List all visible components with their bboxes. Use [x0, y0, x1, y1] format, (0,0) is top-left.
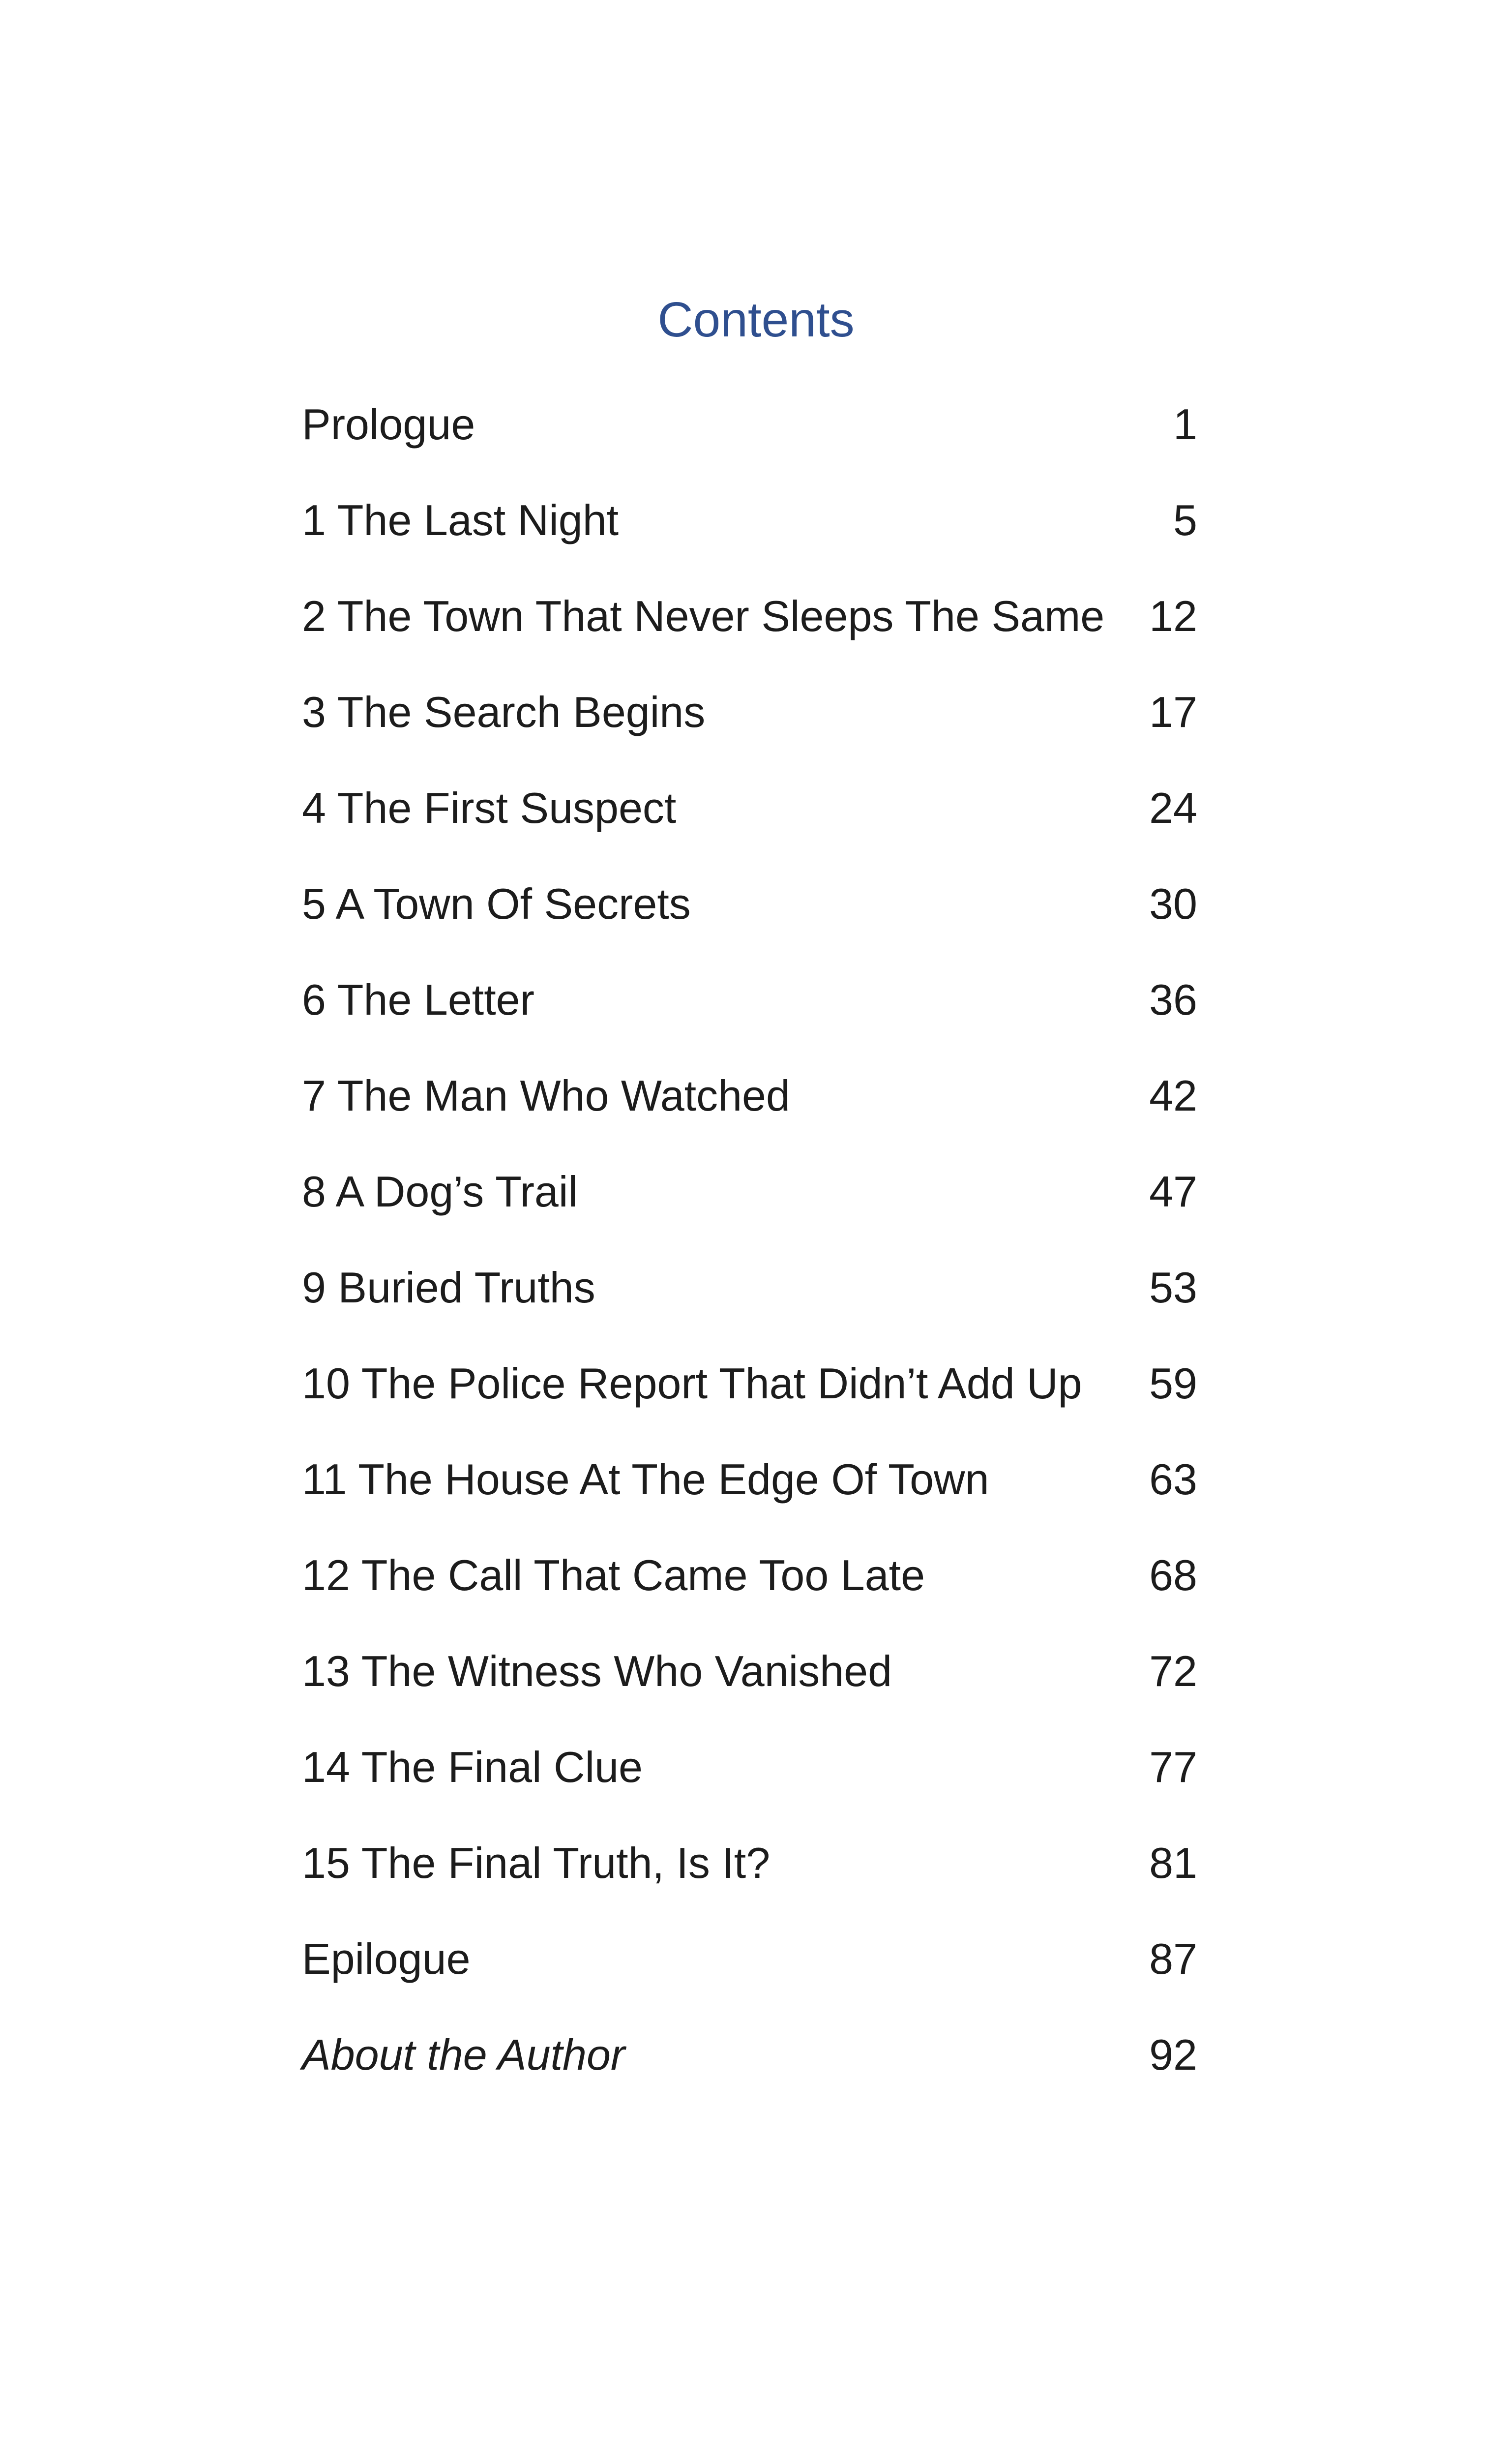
toc-entry-page-number: 24: [1149, 783, 1197, 832]
toc-entry-label: 4 The First Suspect: [302, 783, 677, 832]
toc-entry-page-number: 59: [1149, 1358, 1197, 1408]
toc-entry-chapter-5: [302, 856, 1197, 952]
toc-entry-chapter-4: [302, 760, 1197, 856]
toc-entry-chapter-10: [302, 1335, 1197, 1431]
toc-entry-label: 7 The Man Who Watched: [302, 1071, 790, 1120]
toc-entry-label: 14 The Final Clue: [302, 1742, 643, 1791]
toc-entry-page-number: 42: [1149, 1071, 1197, 1120]
toc-entry-label: 10 The Police Report That Didn’t Add Up: [302, 1358, 1082, 1408]
toc-entry-chapter-3: [302, 664, 1197, 760]
toc-entry-label: 9 Buried Truths: [302, 1263, 595, 1312]
toc-entry-page-number: 17: [1149, 687, 1197, 736]
toc-entry-label: 13 The Witness Who Vanished: [302, 1646, 892, 1695]
toc-entry-chapter-12: [302, 1527, 1197, 1623]
toc-entry-about-the-author: [302, 2007, 1197, 2103]
toc-entry-label: 6 The Letter: [302, 975, 534, 1024]
toc-entry-chapter-1: [302, 472, 1197, 568]
toc-entry-label: Prologue: [302, 399, 475, 449]
toc-entry-label: Epilogue: [302, 1934, 471, 1983]
toc-entry-page-number: 12: [1149, 591, 1197, 640]
toc-entry-page-number: 81: [1149, 1838, 1197, 1887]
toc-entry-label: 12 The Call That Came Too Late: [302, 1550, 925, 1599]
toc-entry-chapter-11: [302, 1431, 1197, 1527]
toc-entry-chapter-9: [302, 1239, 1197, 1335]
toc-entry-label: 8 A Dog’s Trail: [302, 1167, 578, 1216]
toc-entry-chapter-14: [302, 1719, 1197, 1815]
toc-entry-page-number: 30: [1149, 879, 1197, 928]
table-of-contents: [302, 376, 1197, 2103]
toc-entry-prologue: [302, 376, 1197, 472]
toc-entry-label: 3 The Search Begins: [302, 687, 706, 736]
toc-entry-page-number: 72: [1149, 1646, 1197, 1695]
toc-entry-page-number: 53: [1149, 1263, 1197, 1312]
toc-entry-chapter-13: [302, 1623, 1197, 1719]
toc-entry-chapter-7: [302, 1048, 1197, 1144]
toc-entry-page-number: 92: [1149, 2030, 1197, 2079]
toc-entry-page-number: 63: [1149, 1454, 1197, 1504]
toc-entry-label: 5 A Town Of Secrets: [302, 879, 691, 928]
toc-entry-chapter-8: [302, 1144, 1197, 1239]
toc-entry-page-number: 68: [1149, 1550, 1197, 1599]
toc-entry-epilogue: [302, 1911, 1197, 2007]
toc-entry-chapter-15: [302, 1815, 1197, 1911]
toc-entry-label: 1 The Last Night: [302, 495, 619, 544]
toc-entry-label: 15 The Final Truth, Is It?: [302, 1838, 771, 1887]
toc-entry-page-number: 77: [1149, 1742, 1197, 1791]
toc-entry-page-number: 5: [1173, 495, 1197, 544]
toc-entry-page-number: 36: [1149, 975, 1197, 1024]
toc-entry-label: 11 The House At The Edge Of Town: [302, 1454, 989, 1504]
toc-entry-chapter-6: [302, 952, 1197, 1048]
toc-entry-label: About the Author: [302, 2030, 625, 2079]
toc-entry-label: 2 The Town That Never Sleeps The Same: [302, 591, 1105, 640]
toc-entry-page-number: 87: [1149, 1934, 1197, 1983]
toc-entry-page-number: 1: [1173, 399, 1197, 449]
toc-entry-chapter-2: [302, 568, 1197, 664]
contents-heading: Contents: [657, 292, 855, 347]
toc-entry-page-number: 47: [1149, 1167, 1197, 1216]
